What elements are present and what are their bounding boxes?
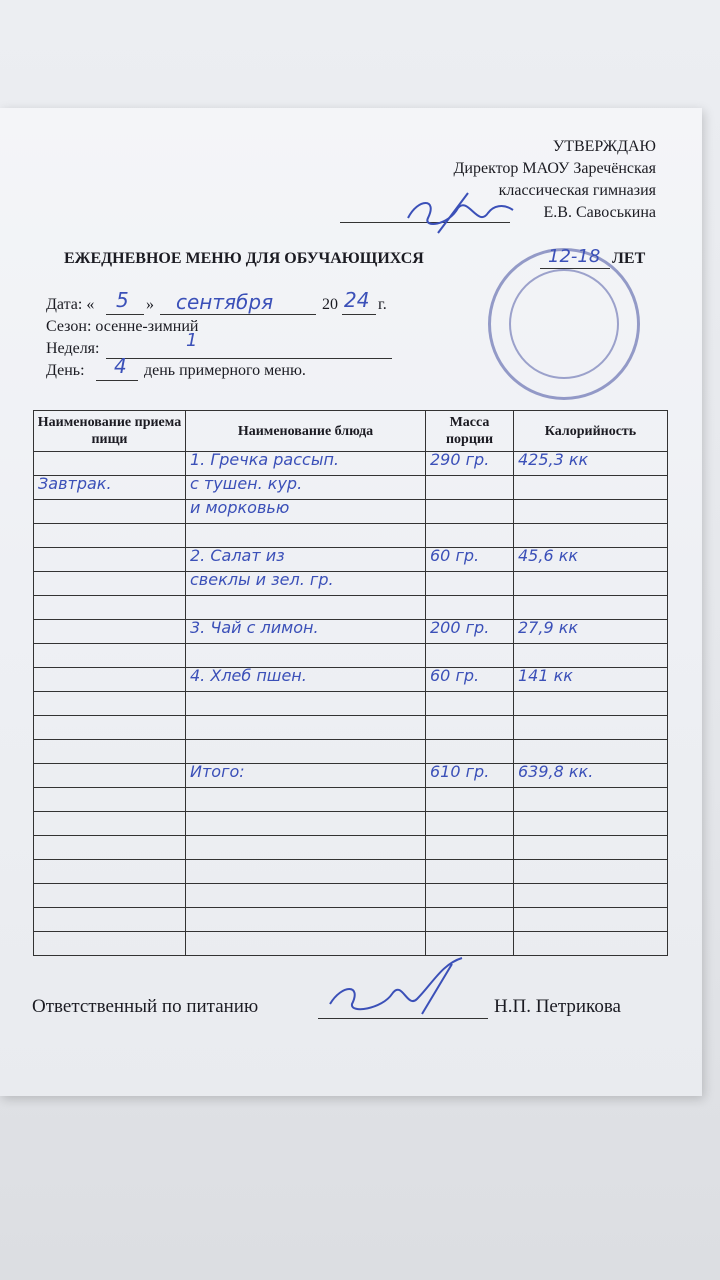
day-handwritten: 4 [114,354,127,378]
cell-calories [514,692,668,716]
cell-meal [34,788,186,812]
date-label: Дата: « [46,296,95,313]
handwritten-entry: 60 гр. [430,666,480,685]
cell-dish [186,716,426,740]
document-page [0,108,702,1096]
cell-dish [186,764,426,788]
date-year-line [342,314,376,315]
cell-mass [426,908,514,932]
cell-dish [186,692,426,716]
cell-meal [34,884,186,908]
cell-meal [34,596,186,620]
approval-director: Директор МАОУ Заречёнская [453,160,656,177]
cell-meal [34,644,186,668]
cell-meal [34,524,186,548]
table-row [34,932,668,956]
table-row [34,548,668,572]
cell-meal [34,932,186,956]
responsible-name: Н.П. Петрикова [494,996,621,1017]
table-row [34,692,668,716]
cell-mass [426,836,514,860]
cell-calories [514,668,668,692]
date-day-handwritten: 5 [116,288,129,312]
cell-calories [514,836,668,860]
handwritten-entry: Завтрак. [38,474,112,493]
table-row [34,860,668,884]
table-row [34,524,668,548]
week-label: Неделя: [46,340,100,357]
cell-dish [186,500,426,524]
cell-dish [186,740,426,764]
cell-mass [426,500,514,524]
cell-dish [186,620,426,644]
date-close: » [146,296,154,313]
day-suffix: день примерного меню. [144,362,306,379]
cell-dish [186,812,426,836]
cell-meal [34,860,186,884]
cell-mass [426,596,514,620]
cell-calories [514,884,668,908]
header-dish: Наименование блюда [186,411,426,452]
day-line [96,380,138,381]
responsible-label: Ответственный по питанию [32,996,259,1017]
handwritten-entry: с тушен. кур. [190,474,303,493]
cell-dish [186,884,426,908]
responsible-signature [322,954,472,1024]
season: Сезон: осенне-зимний [46,318,199,335]
approval-heading: УТВЕРЖДАЮ [552,138,656,155]
cell-mass [426,788,514,812]
handwritten-entry: Итого: [190,762,245,781]
cell-calories [514,452,668,476]
cell-dish [186,572,426,596]
cell-mass [426,716,514,740]
table-row [34,788,668,812]
table-row [34,500,668,524]
table-row [34,476,668,500]
cell-mass [426,884,514,908]
table-header-row [34,411,668,452]
handwritten-entry: 425,3 кк [518,450,589,469]
table-row [34,596,668,620]
cell-mass [426,692,514,716]
cell-mass [426,932,514,956]
cell-dish [186,596,426,620]
cell-mass [426,764,514,788]
cell-meal [34,572,186,596]
cell-mass [426,668,514,692]
cell-dish [186,668,426,692]
cell-mass [426,548,514,572]
table-row [34,620,668,644]
header-calories: Калорийность [514,411,668,452]
handwritten-entry: 3. Чай с лимон. [190,618,319,637]
handwritten-entry: 610 гр. [430,762,490,781]
age-line [540,268,610,269]
date-month-line [160,314,316,315]
handwritten-entry: 200 гр. [430,618,490,637]
cell-mass [426,572,514,596]
date-suffix: г. [378,296,387,313]
menu-table [33,410,668,956]
approval-school: классическая гимназия [498,182,656,199]
table-row [34,716,668,740]
handwritten-entry: 60 гр. [430,546,480,565]
cell-calories [514,716,668,740]
cell-calories [514,620,668,644]
cell-meal [34,620,186,644]
cell-dish [186,452,426,476]
age-handwritten: 12-18 [548,246,601,267]
table-row [34,644,668,668]
cell-dish [186,836,426,860]
page-title: ЕЖЕДНЕВНОЕ МЕНЮ ДЛЯ ОБУЧАЮЩИХСЯ [64,250,424,267]
cell-calories [514,764,668,788]
cell-meal [34,764,186,788]
week-handwritten: 1 [186,330,198,351]
cell-calories [514,788,668,812]
cell-calories [514,524,668,548]
cell-calories [514,740,668,764]
handwritten-entry: 27,9 кк [518,618,579,637]
date-day-line [106,314,144,315]
cell-meal [34,476,186,500]
table-row [34,740,668,764]
day-label: День: [46,362,85,379]
cell-meal [34,500,186,524]
cell-mass [426,452,514,476]
cell-meal [34,836,186,860]
handwritten-entry: 1. Гречка рассып. [190,450,340,469]
cell-calories [514,476,668,500]
handwritten-entry: и морковью [190,498,290,517]
table-row [34,764,668,788]
cell-calories [514,596,668,620]
cell-mass [426,524,514,548]
handwritten-entry: 141 кк [518,666,573,685]
cell-calories [514,548,668,572]
cell-meal [34,452,186,476]
handwritten-entry: 4. Хлеб пшен. [190,666,307,685]
handwritten-entry: 290 гр. [430,450,490,469]
cell-calories [514,932,668,956]
cell-dish [186,788,426,812]
handwritten-entry: 45,6 кк [518,546,579,565]
date-month-handwritten: сентября [176,290,274,314]
cell-meal [34,668,186,692]
table-row [34,452,668,476]
handwritten-entry: 2. Салат из [190,546,285,565]
cell-dish [186,908,426,932]
table-row [34,572,668,596]
cell-calories [514,644,668,668]
cell-mass [426,860,514,884]
cell-dish [186,476,426,500]
header-meal: Наименование приема пищи [34,411,186,452]
director-signature [398,188,518,238]
date-year-handwritten: 24 [344,288,370,312]
cell-mass [426,476,514,500]
handwritten-entry: свеклы и зел. гр. [190,570,334,589]
table-row [34,908,668,932]
cell-meal [34,812,186,836]
week-line [106,358,392,359]
cell-dish [186,524,426,548]
approval-signer: Е.В. Савоськина [543,204,656,221]
cell-calories [514,572,668,596]
cell-dish [186,860,426,884]
cell-dish [186,932,426,956]
cell-calories [514,812,668,836]
date-year-prefix: 20 [322,296,338,313]
cell-meal [34,908,186,932]
cell-mass [426,812,514,836]
title-suffix: ЛЕТ [612,250,646,267]
cell-dish [186,644,426,668]
cell-meal [34,548,186,572]
cell-mass [426,644,514,668]
table-row [34,668,668,692]
table-body [34,452,668,956]
official-stamp [488,248,640,400]
cell-mass [426,740,514,764]
cell-mass [426,620,514,644]
cell-calories [514,500,668,524]
table-row [34,812,668,836]
cell-calories [514,908,668,932]
cell-meal [34,692,186,716]
cell-calories [514,860,668,884]
handwritten-entry: 639,8 кк. [518,762,594,781]
table-row [34,884,668,908]
cell-meal [34,740,186,764]
table-row [34,836,668,860]
cell-dish [186,548,426,572]
cell-meal [34,716,186,740]
header-mass: Масса порции [426,411,514,452]
